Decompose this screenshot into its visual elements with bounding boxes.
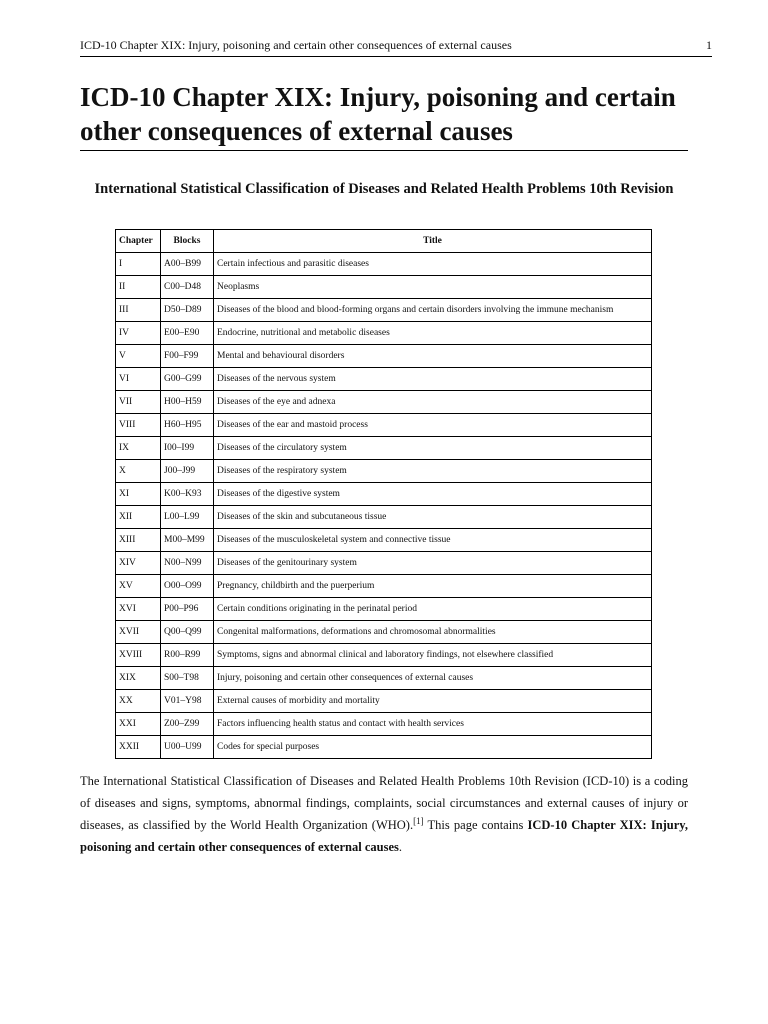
page-number: 1 [706, 38, 712, 52]
cell-title: Diseases of the respiratory system [214, 460, 652, 483]
cell-blocks: U00–U99 [161, 736, 214, 759]
cell-chapter: XIX [116, 667, 161, 690]
cell-chapter: XV [116, 575, 161, 598]
running-header [80, 38, 712, 57]
cell-title: External causes of morbidity and mortality [214, 690, 652, 713]
table-row [116, 506, 652, 529]
cell-title: Diseases of the nervous system [214, 368, 652, 391]
table-header-row [116, 230, 652, 253]
cell-blocks: H60–H95 [161, 414, 214, 437]
cell-blocks: N00–N99 [161, 552, 214, 575]
cell-chapter: XII [116, 506, 161, 529]
cell-blocks: R00–R99 [161, 644, 214, 667]
cell-blocks: O00–O99 [161, 575, 214, 598]
cell-blocks: S00–T98 [161, 667, 214, 690]
cell-chapter: IX [116, 437, 161, 460]
cell-chapter: III [116, 299, 161, 322]
table-row [116, 575, 652, 598]
cell-chapter: XXII [116, 736, 161, 759]
intro-paragraph [80, 770, 688, 858]
table-row [116, 529, 652, 552]
cell-blocks: G00–G99 [161, 368, 214, 391]
cell-title: Diseases of the eye and adnexa [214, 391, 652, 414]
cell-title: Factors influencing health status and contact with health services [214, 713, 652, 736]
table-row [116, 299, 652, 322]
table-body [116, 253, 652, 759]
cell-chapter: I [116, 253, 161, 276]
cell-chapter: VII [116, 391, 161, 414]
table-row [116, 552, 652, 575]
cell-title: Pregnancy, childbirth and the puerperium [214, 575, 652, 598]
intro-bold-title: ICD-10 Chapter XIX: Injury, poisoning and certain other consequences of external causes [80, 818, 688, 854]
table-row [116, 713, 652, 736]
table-row [116, 391, 652, 414]
cell-blocks: Z00–Z99 [161, 713, 214, 736]
cell-chapter: XVIII [116, 644, 161, 667]
cell-chapter: IV [116, 322, 161, 345]
cell-chapter: XX [116, 690, 161, 713]
icd-chapters-table [115, 229, 652, 759]
cell-blocks: H00–H59 [161, 391, 214, 414]
citation-link[interactable]: [1] [413, 815, 424, 826]
cell-blocks: M00–M99 [161, 529, 214, 552]
cell-title: Diseases of the digestive system [214, 483, 652, 506]
table-row [116, 414, 652, 437]
cell-chapter: VIII [116, 414, 161, 437]
cell-blocks: F00–F99 [161, 345, 214, 368]
table-row [116, 667, 652, 690]
table-row [116, 483, 652, 506]
table-row [116, 644, 652, 667]
cell-title: Codes for special purposes [214, 736, 652, 759]
table-row [116, 598, 652, 621]
column-header-blocks: Blocks [161, 230, 214, 253]
cell-chapter: XVI [116, 598, 161, 621]
column-header-title: Title [214, 230, 652, 253]
intro-text: The International Statistical Classification of Diseases and Related Health Problems 10th Revision (ICD-10) is a coding of diseases and signs, symptoms, abnormal findings, complaints, social circumstances and external causes of injury or diseases, as classified by the World Health Organization (WHO). [80, 774, 688, 832]
table-row [116, 690, 652, 713]
cell-title: Certain conditions originating in the perinatal period [214, 598, 652, 621]
cell-title: Symptoms, signs and abnormal clinical and laboratory findings, not elsewhere classified [214, 644, 652, 667]
table-row [116, 322, 652, 345]
cell-title: Diseases of the musculoskeletal system and connective tissue [214, 529, 652, 552]
table-row [116, 736, 652, 759]
table-row [116, 253, 652, 276]
table-row [116, 460, 652, 483]
cell-blocks: C00–D48 [161, 276, 214, 299]
cell-chapter: XIV [116, 552, 161, 575]
cell-title: Diseases of the circulatory system [214, 437, 652, 460]
cell-title: Diseases of the skin and subcutaneous tissue [214, 506, 652, 529]
cell-title: Congenital malformations, deformations and chromosomal abnormalities [214, 621, 652, 644]
cell-title: Neoplasms [214, 276, 652, 299]
table-row [116, 621, 652, 644]
cell-title: Diseases of the ear and mastoid process [214, 414, 652, 437]
cell-blocks: L00–L99 [161, 506, 214, 529]
intro-text-end: . [398, 840, 402, 854]
cell-title: Certain infectious and parasitic diseases [214, 253, 652, 276]
table-row [116, 437, 652, 460]
table-row [116, 368, 652, 391]
table-caption: International Statistical Classification of Diseases and Related Health Problems 10th Revision [94, 181, 674, 197]
cell-blocks: K00–K93 [161, 483, 214, 506]
page-title: ICD-10 Chapter XIX: Injury, poisoning and certain other consequences of external causes [80, 82, 676, 146]
title-divider [80, 150, 688, 151]
cell-chapter: V [116, 345, 161, 368]
cell-blocks: P00–P96 [161, 598, 214, 621]
cell-blocks: D50–D89 [161, 299, 214, 322]
table-row [116, 345, 652, 368]
cell-title: Mental and behavioural disorders [214, 345, 652, 368]
cell-title: Endocrine, nutritional and metabolic diseases [214, 322, 652, 345]
cell-chapter: XIII [116, 529, 161, 552]
column-header-chapter: Chapter [116, 230, 161, 253]
cell-chapter: X [116, 460, 161, 483]
running-header-title: ICD-10 Chapter XIX: Injury, poisoning and certain other consequences of external causes [80, 38, 512, 52]
table-row [116, 276, 652, 299]
cell-title: Diseases of the genitourinary system [214, 552, 652, 575]
cell-chapter: II [116, 276, 161, 299]
intro-text-continued: This page contains [423, 818, 528, 832]
cell-title: Diseases of the blood and blood-forming organs and certain disorders involving the immune mechanism [214, 299, 652, 322]
cell-blocks: I00–I99 [161, 437, 214, 460]
cell-chapter: VI [116, 368, 161, 391]
cell-blocks: V01–Y98 [161, 690, 214, 713]
cell-chapter: XVII [116, 621, 161, 644]
cell-chapter: XXI [116, 713, 161, 736]
cell-title: Injury, poisoning and certain other consequences of external causes [214, 667, 652, 690]
cell-blocks: J00–J99 [161, 460, 214, 483]
cell-chapter: XI [116, 483, 161, 506]
cell-blocks: Q00–Q99 [161, 621, 214, 644]
cell-blocks: A00–B99 [161, 253, 214, 276]
cell-blocks: E00–E90 [161, 322, 214, 345]
